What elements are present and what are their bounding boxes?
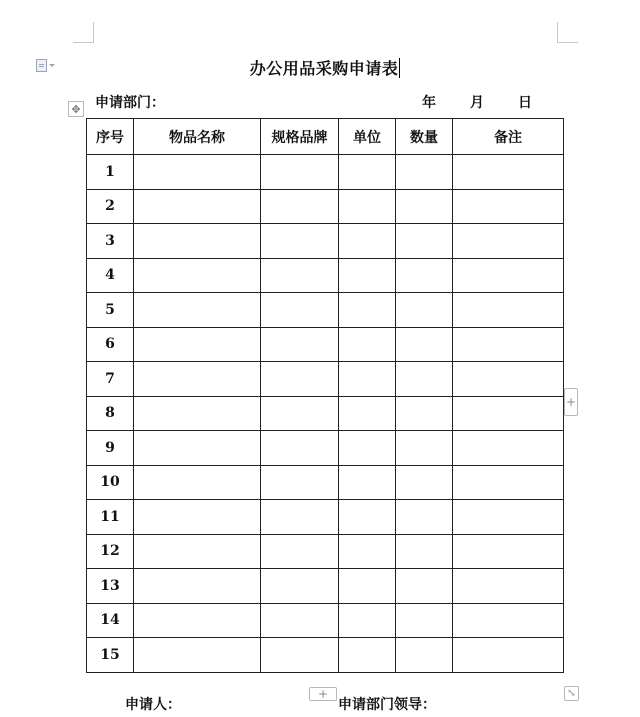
move-icon[interactable]: ✥ (68, 101, 84, 117)
cell-remarks[interactable] (453, 362, 564, 397)
cell-item-name[interactable] (134, 396, 261, 431)
cell-unit[interactable] (339, 327, 396, 362)
table-row (87, 293, 564, 328)
cell-serial[interactable]: 2 (87, 189, 134, 224)
cell-remarks[interactable] (453, 465, 564, 500)
cell-serial[interactable]: 14 (87, 603, 134, 638)
cell-remarks[interactable] (453, 189, 564, 224)
cell-quantity[interactable] (396, 431, 453, 466)
cell-unit[interactable] (339, 293, 396, 328)
cell-spec-brand[interactable] (261, 362, 339, 397)
cell-quantity[interactable] (396, 224, 453, 259)
header-cell-serial[interactable]: 序号 (87, 119, 134, 155)
cell-spec-brand[interactable] (261, 189, 339, 224)
table-body (87, 155, 564, 673)
table-header-row (87, 119, 564, 155)
add-row-button[interactable]: + (309, 687, 337, 701)
cell-serial[interactable]: 5 (87, 293, 134, 328)
cell-spec-brand[interactable] (261, 569, 339, 604)
cell-quantity[interactable] (396, 534, 453, 569)
table-row (87, 638, 564, 673)
cell-unit[interactable] (339, 396, 396, 431)
cell-remarks[interactable] (453, 534, 564, 569)
cell-quantity[interactable] (396, 189, 453, 224)
header-cell-remarks[interactable]: 备注 (453, 119, 564, 155)
table-row (87, 189, 564, 224)
cell-quantity[interactable] (396, 500, 453, 535)
cell-serial[interactable]: 13 (87, 569, 134, 604)
table-row (87, 500, 564, 535)
purchase-table (86, 118, 564, 673)
table-row (87, 327, 564, 362)
cell-remarks[interactable] (453, 638, 564, 673)
cell-quantity[interactable] (396, 258, 453, 293)
cell-item-name[interactable] (134, 603, 261, 638)
cell-spec-brand[interactable] (261, 155, 339, 190)
cell-serial[interactable]: 8 (87, 396, 134, 431)
cell-quantity[interactable] (396, 638, 453, 673)
cell-unit[interactable] (339, 362, 396, 397)
cell-unit[interactable] (339, 569, 396, 604)
cell-spec-brand[interactable] (261, 465, 339, 500)
cell-item-name[interactable] (134, 189, 261, 224)
cell-unit[interactable] (339, 638, 396, 673)
cell-remarks[interactable] (453, 155, 564, 190)
cell-remarks[interactable] (453, 396, 564, 431)
header-cell-item-name[interactable]: 物品名称 (134, 119, 261, 155)
cell-serial[interactable]: 4 (87, 258, 134, 293)
cell-serial[interactable]: 11 (87, 500, 134, 535)
document-title-text: 办公用品采购申请表 (249, 59, 399, 78)
cell-spec-brand[interactable] (261, 603, 339, 638)
table-row (87, 155, 564, 190)
cell-quantity[interactable] (396, 465, 453, 500)
cell-unit[interactable] (339, 189, 396, 224)
cell-item-name[interactable] (134, 362, 261, 397)
header-cell-quantity[interactable]: 数量 (396, 119, 453, 155)
cell-quantity[interactable] (396, 396, 453, 431)
cell-serial[interactable]: 3 (87, 224, 134, 259)
cell-serial[interactable]: 6 (87, 327, 134, 362)
cell-item-name[interactable] (134, 431, 261, 466)
cell-spec-brand[interactable] (261, 534, 339, 569)
cell-remarks[interactable] (453, 327, 564, 362)
cell-quantity[interactable] (396, 293, 453, 328)
header-cell-unit[interactable]: 单位 (339, 119, 396, 155)
page-corner-mark-top-left (73, 22, 94, 43)
cell-unit[interactable] (339, 500, 396, 535)
cell-serial[interactable]: 12 (87, 534, 134, 569)
page-corner-mark-top-right (557, 22, 578, 43)
cell-remarks[interactable] (453, 224, 564, 259)
cell-quantity[interactable] (396, 569, 453, 604)
cell-item-name[interactable] (134, 500, 261, 535)
cell-quantity[interactable] (396, 362, 453, 397)
add-column-button[interactable]: + (564, 388, 578, 416)
cell-unit[interactable] (339, 465, 396, 500)
cell-item-name[interactable] (134, 327, 261, 362)
cell-serial[interactable]: 15 (87, 638, 134, 673)
cell-unit[interactable] (339, 155, 396, 190)
cell-remarks[interactable] (453, 431, 564, 466)
cell-spec-brand[interactable] (261, 293, 339, 328)
cell-spec-brand[interactable] (261, 258, 339, 293)
cell-item-name[interactable] (134, 638, 261, 673)
cell-serial[interactable]: 1 (87, 155, 134, 190)
table-row (87, 258, 564, 293)
cell-serial[interactable]: 9 (87, 431, 134, 466)
cell-item-name[interactable] (134, 465, 261, 500)
date-line (422, 92, 532, 112)
cell-spec-brand[interactable] (261, 224, 339, 259)
cell-item-name[interactable] (134, 569, 261, 604)
date-year-label: 年 (422, 95, 436, 111)
cell-item-name[interactable] (134, 155, 261, 190)
cell-remarks[interactable] (453, 258, 564, 293)
document-title[interactable] (0, 56, 640, 79)
cell-item-name[interactable] (134, 258, 261, 293)
table-row (87, 603, 564, 638)
cell-remarks[interactable] (453, 293, 564, 328)
cell-serial[interactable]: 7 (87, 362, 134, 397)
table-row (87, 362, 564, 397)
cell-quantity[interactable] (396, 603, 453, 638)
cell-serial[interactable]: 10 (87, 465, 134, 500)
cell-quantity[interactable] (396, 155, 453, 190)
department-label: 申请部门： (95, 95, 165, 111)
cell-spec-brand[interactable] (261, 638, 339, 673)
table-row (87, 465, 564, 500)
applicant-label: 申请人： (125, 697, 181, 713)
table-row (87, 224, 564, 259)
cell-quantity[interactable] (396, 327, 453, 362)
cell-spec-brand[interactable] (261, 396, 339, 431)
text-cursor (399, 58, 400, 78)
header-cell-spec-brand[interactable]: 规格品牌 (261, 119, 339, 155)
cell-remarks[interactable] (453, 569, 564, 604)
cell-unit[interactable] (339, 258, 396, 293)
cell-remarks[interactable] (453, 603, 564, 638)
cell-item-name[interactable] (134, 224, 261, 259)
cell-item-name[interactable] (134, 534, 261, 569)
cell-unit[interactable] (339, 603, 396, 638)
cell-unit[interactable] (339, 431, 396, 466)
table-row (87, 569, 564, 604)
date-day-label: 日 (518, 95, 532, 111)
cell-unit[interactable] (339, 534, 396, 569)
table-row (87, 431, 564, 466)
cell-unit[interactable] (339, 224, 396, 259)
resize-icon[interactable]: ⤡ (564, 686, 579, 701)
cell-spec-brand[interactable] (261, 431, 339, 466)
cell-item-name[interactable] (134, 293, 261, 328)
cell-spec-brand[interactable] (261, 327, 339, 362)
date-month-label: 月 (470, 95, 484, 111)
table-row (87, 396, 564, 431)
cell-remarks[interactable] (453, 500, 564, 535)
table-row (87, 534, 564, 569)
dept-leader-label: 申请部门领导： (338, 697, 436, 713)
cell-spec-brand[interactable] (261, 500, 339, 535)
